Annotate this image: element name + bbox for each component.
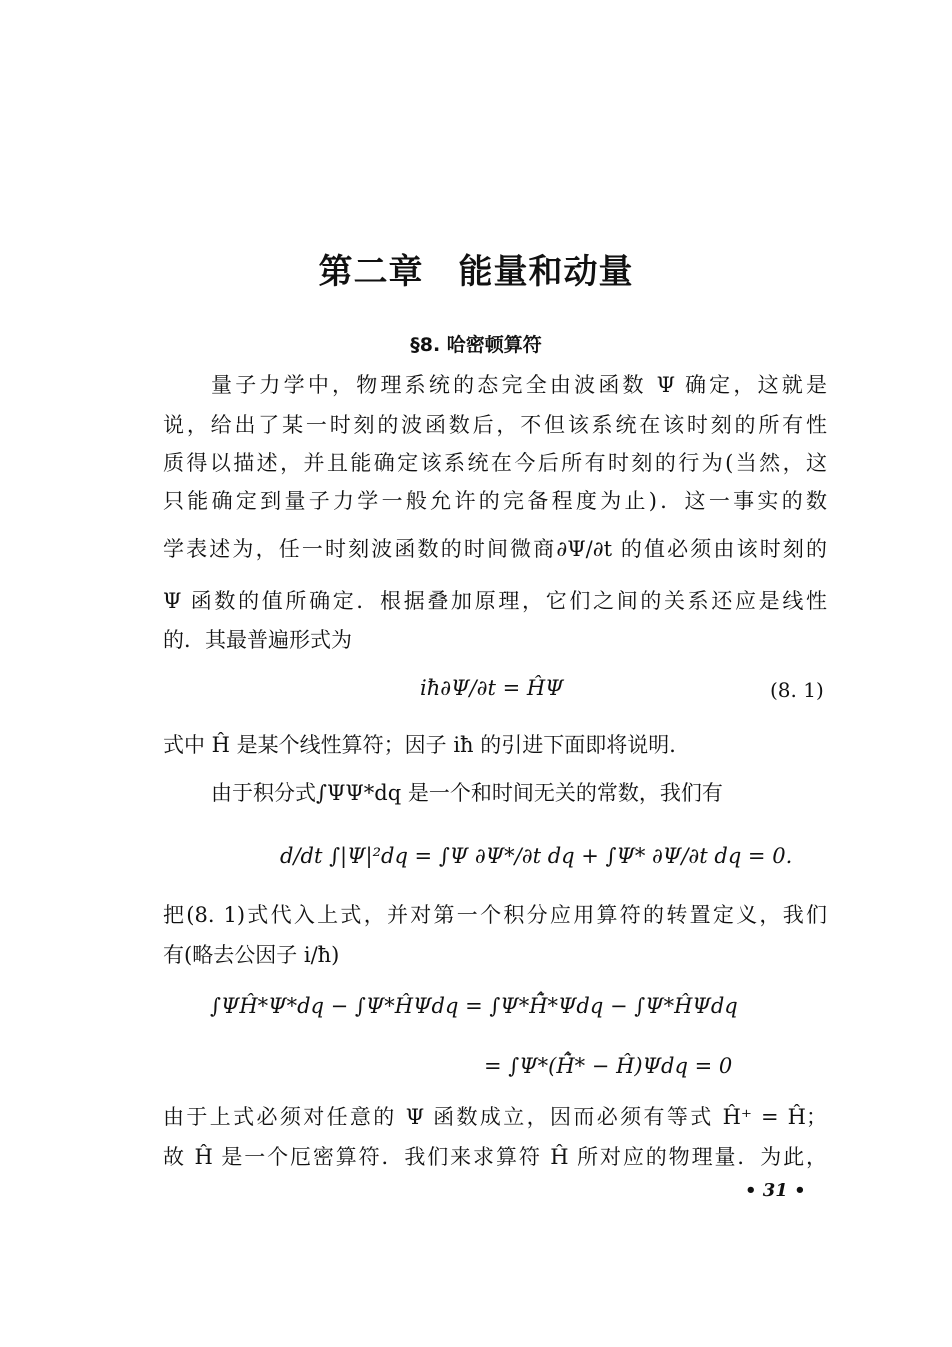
paragraph-line: 只能确定到量子力学一般允许的完备程度为止)．这一事实的数 (163, 489, 827, 513)
equation-transpose-line2: = ∫Ψ*(H̃̂* − Ĥ)Ψdq = 0 (484, 1054, 733, 1078)
paragraph-line: 由于上式必须对任意的 Ψ 函数成立，因而必须有等式 Ĥ⁺ = Ĥ； (163, 1105, 827, 1129)
paragraph-line: 故 Ĥ 是一个厄密算符．我们来求算符 Ĥ 所对应的物理量．为此， (163, 1145, 827, 1169)
section-title: §8. 哈密顿算符 (410, 334, 542, 356)
paragraph-line: 由于积分式∫ΨΨ*dq 是一个和时间无关的常数，我们有 (211, 781, 723, 805)
paragraph-line: 式中 Ĥ 是某个线性算符；因子 iħ 的引进下面即将说明． (163, 733, 691, 757)
equation-number: (8. 1) (770, 678, 824, 702)
equation-derivative: d/dt ∫|Ψ|²dq = ∫Ψ ∂Ψ*/∂t dq + ∫Ψ* ∂Ψ/∂t dq = 0. (280, 844, 793, 868)
chapter-title: 第二章 能量和动量 (318, 252, 634, 292)
page-number: • 31 • (745, 1180, 806, 1201)
paragraph-line: 学表述为，任一时刻波函数的时间微商∂Ψ/∂t 的值必须由该时刻的 (163, 537, 827, 561)
paragraph-line: 质得以描述，并且能确定该系统在今后所有时刻的行为(当然，这 (163, 451, 827, 475)
equation-transpose-line1: ∫ΨĤ*Ψ*dq − ∫Ψ*ĤΨdq = ∫Ψ*H̃̂*Ψdq − ∫Ψ*ĤΨdq (210, 994, 738, 1018)
paragraph-line: 有(略去公因子 i/ħ) (163, 943, 340, 967)
paragraph-line: 把(8. 1)式代入上式，并对第一个积分应用算符的转置定义，我们 (163, 903, 827, 927)
paragraph-line: 的．其最普遍形式为 (163, 628, 352, 652)
equation-8-1: iħ∂Ψ/∂t = ĤΨ (420, 676, 564, 700)
paragraph-line: 说，给出了某一时刻的波函数后，不但该系统在该时刻的所有性 (163, 413, 827, 437)
paragraph-line: Ψ 函数的值所确定．根据叠加原理，它们之间的关系还应是线性 (163, 589, 827, 613)
paragraph-line: 量子力学中，物理系统的态完全由波函数 Ψ 确定，这就是 (211, 373, 827, 397)
